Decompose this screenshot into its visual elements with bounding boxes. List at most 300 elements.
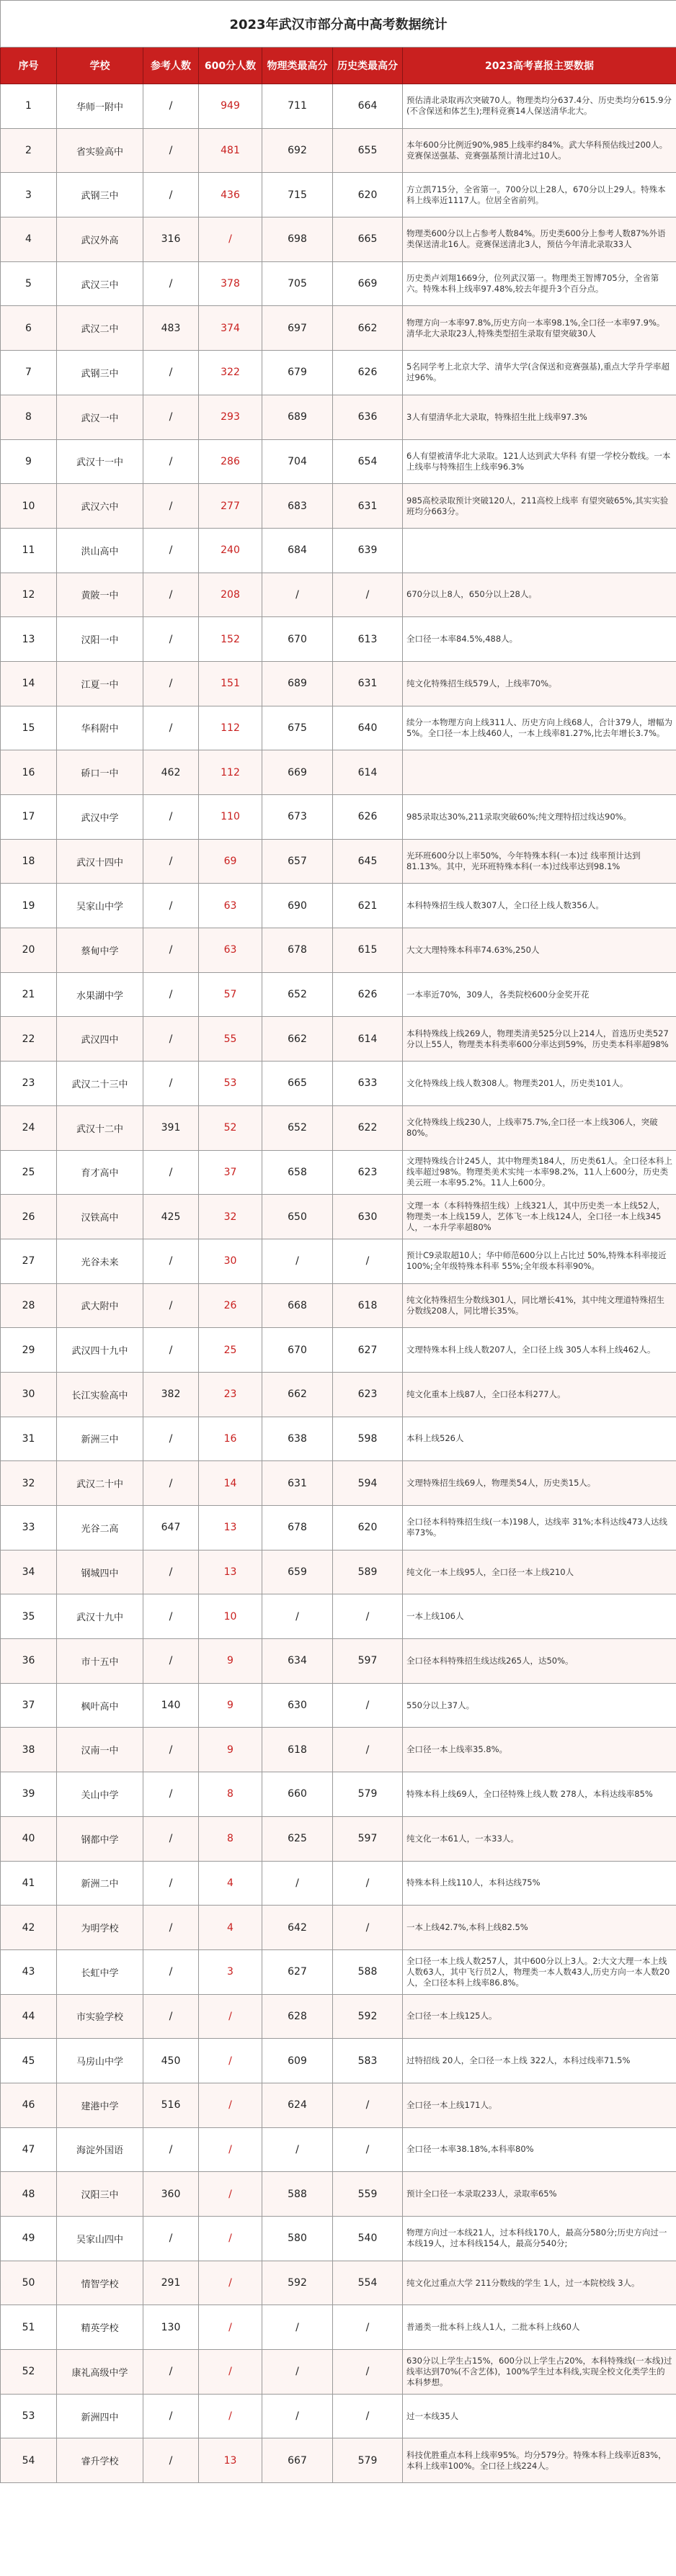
physics-max-cell: 650 [262,1195,333,1239]
school-cell: 睿升学校 [57,2438,143,2483]
notes-cell: 本年600分比例近90%,985上线率约84%。武大华科预估线过200人。竞赛保送强基、竞赛强基预计清北过10人。 [403,128,676,173]
count600-cell: 3 [199,1949,262,1994]
physics-max-cell: 638 [262,1417,333,1461]
school-cell: 建港中学 [57,2083,143,2127]
participants-cell: 360 [143,2172,199,2217]
table-row [1,395,676,439]
participants-cell: 516 [143,2083,199,2127]
table-row [1,2083,676,2127]
physics-max-cell: 665 [262,1062,333,1106]
rank-cell: 18 [1,839,57,884]
physics-max-cell: 705 [262,261,333,306]
notes-cell: 续分一本物理方向上线311人、历史方向上线68人，合计379人，增幅为5%。全口径一本上线460人，一本上线率81.27%,比去年增长3.7%。 [403,706,676,750]
participants-cell: / [143,2217,199,2261]
physics-max-cell: / [262,2394,333,2438]
physics-max-cell: 624 [262,2083,333,2127]
notes-cell [403,750,676,795]
count600-cell: 949 [199,84,262,129]
header-history-max: 历史类最高分 [333,48,403,84]
physics-max-cell: 704 [262,439,333,484]
participants-cell: / [143,1994,199,2039]
school-cell: 华科附中 [57,706,143,750]
history-max-cell: 583 [333,2039,403,2083]
participants-cell: / [143,2438,199,2483]
count600-cell: 25 [199,1328,262,1373]
notes-cell: 光环班600分以上率50%，今年特殊本科(一本)过 线率预计达到81.13%。其中，光环班特殊本科(一本)过线率达到98.1% [403,839,676,884]
notes-cell: 纯文化重本上线87人，全口径本科277人。 [403,1372,676,1417]
rank-cell: 46 [1,2083,57,2127]
history-max-cell: 620 [333,1506,403,1550]
header-physics-max: 物理类最高分 [262,48,333,84]
physics-max-cell: 634 [262,1639,333,1684]
school-cell: 市实验学校 [57,1994,143,2039]
school-cell: 马房山中学 [57,2039,143,2083]
history-max-cell: 588 [333,1949,403,1994]
history-max-cell: 559 [333,2172,403,2217]
participants-cell: / [143,1550,199,1594]
history-max-cell: / [333,1728,403,1772]
participants-cell: / [143,439,199,484]
history-max-cell: 669 [333,261,403,306]
history-max-cell: 597 [333,1816,403,1861]
physics-max-cell: 667 [262,2438,333,2483]
table-row [1,261,676,306]
history-max-cell: 636 [333,395,403,439]
school-cell: 华师一附中 [57,84,143,129]
physics-max-cell: 689 [262,395,333,439]
school-cell: 武汉二十中 [57,1461,143,1506]
participants-cell: / [143,706,199,750]
rank-cell: 36 [1,1639,57,1684]
table-row [1,439,676,484]
notes-cell: 历史类卢刘翔1669分，位列武汉第一。物理类王智博705分，全省第六。特殊本科上线率97.48%,较去年提升3个百分点。 [403,261,676,306]
count600-cell: 9 [199,1683,262,1728]
participants-cell: / [143,795,199,840]
rank-cell: 54 [1,2438,57,2483]
table-row [1,1372,676,1417]
table-row [1,2261,676,2305]
school-cell: 长虹中学 [57,1949,143,1994]
count600-cell: 13 [199,1506,262,1550]
physics-max-cell: 670 [262,617,333,662]
rank-cell: 27 [1,1239,57,1283]
table-row [1,1550,676,1594]
school-cell: 武大附中 [57,1283,143,1328]
table-row [1,1906,676,1950]
participants-cell: / [143,972,199,1017]
notes-cell: 全口径一本率84.5%,488人。 [403,617,676,662]
physics-max-cell: 697 [262,306,333,351]
rank-cell: 43 [1,1949,57,1994]
count600-cell: 152 [199,617,262,662]
history-max-cell: 579 [333,2438,403,2483]
school-cell: 武汉中学 [57,795,143,840]
history-max-cell: 620 [333,173,403,217]
rank-cell: 28 [1,1283,57,1328]
physics-max-cell: 660 [262,1772,333,1817]
participants-cell: / [143,2394,199,2438]
school-cell: 洪山高中 [57,528,143,573]
participants-cell: / [143,1283,199,1328]
table-row [1,795,676,840]
rank-cell: 24 [1,1105,57,1150]
notes-cell: 纯文化过重点大学 211分数线的学生 1人，过一本院校线 3人。 [403,2261,676,2305]
physics-max-cell: 642 [262,1906,333,1950]
school-cell: 汉铁高中 [57,1195,143,1239]
rank-cell: 2 [1,128,57,173]
school-cell: 武汉外高 [57,217,143,262]
rank-cell: 14 [1,661,57,706]
history-max-cell: 598 [333,1417,403,1461]
rank-cell: 20 [1,928,57,973]
school-cell: 育才高中 [57,1150,143,1195]
school-cell: 光谷未来 [57,1239,143,1283]
school-cell: 新洲三中 [57,1417,143,1461]
participants-cell: / [143,839,199,884]
title-row [1,1,676,48]
participants-cell: / [143,1816,199,1861]
physics-max-cell: 652 [262,972,333,1017]
physics-max-cell: 628 [262,1994,333,2039]
rank-cell: 7 [1,351,57,395]
participants-cell: / [143,1772,199,1817]
school-cell: 武汉二十三中 [57,1062,143,1106]
history-max-cell: 654 [333,439,403,484]
school-cell: 武汉二中 [57,306,143,351]
physics-max-cell: 631 [262,1461,333,1506]
header-count600: 600分人数 [199,48,262,84]
participants-cell: / [143,1062,199,1106]
table-row [1,750,676,795]
table-row [1,2394,676,2438]
physics-max-cell: / [262,1594,333,1639]
participants-cell: / [143,2350,199,2395]
participants-cell: 316 [143,217,199,262]
history-max-cell: / [333,573,403,617]
history-max-cell: 664 [333,84,403,129]
school-cell: 武钢三中 [57,173,143,217]
physics-max-cell: 657 [262,839,333,884]
school-cell: 蔡甸中学 [57,928,143,973]
count600-cell: 481 [199,128,262,173]
history-max-cell: 613 [333,617,403,662]
physics-max-cell: / [262,2305,333,2350]
history-max-cell: 631 [333,661,403,706]
history-max-cell: 623 [333,1150,403,1195]
physics-max-cell: 630 [262,1683,333,1728]
school-cell: 关山中学 [57,1772,143,1817]
count600-cell: 322 [199,351,262,395]
rank-cell: 45 [1,2039,57,2083]
count600-cell: / [199,2217,262,2261]
history-max-cell: 627 [333,1328,403,1373]
table-row [1,217,676,262]
count600-cell: / [199,2039,262,2083]
physics-max-cell: 658 [262,1150,333,1195]
notes-cell: 6人有望被清华北大录取。121人达到武大华科 有望一学校分数线。一本上线率与特殊招生上线率96.3% [403,439,676,484]
rank-cell: 6 [1,306,57,351]
rank-cell: 38 [1,1728,57,1772]
physics-max-cell: 715 [262,173,333,217]
rank-cell: 13 [1,617,57,662]
count600-cell: 9 [199,1728,262,1772]
physics-max-cell: 669 [262,750,333,795]
table-row [1,1239,676,1283]
table-row [1,128,676,173]
school-cell: 黄陂一中 [57,573,143,617]
notes-cell: 文理特殊线合计245人，其中物理类184人，历史类61人。全口径本科上线率超过98%。物理类美术实纯一本率98.2%，11人上600分，历史类美云班一本率95.2%。11人上600分。 [403,1150,676,1195]
count600-cell: 32 [199,1195,262,1239]
physics-max-cell: 692 [262,128,333,173]
count600-cell: 110 [199,795,262,840]
notes-cell: 本科特殊线上线269人，物理类清美525分以上214人，首选历史类527分以上55人，物理类本科类率600分率达到59%，历史类本科率超98% [403,1017,676,1062]
count600-cell: / [199,2350,262,2395]
history-max-cell: 592 [333,1994,403,2039]
notes-cell: 过特招线 20人，全口径一本上线 322人，本科过线率71.5% [403,2039,676,2083]
participants-cell: / [143,528,199,573]
history-max-cell: 594 [333,1461,403,1506]
participants-cell: 425 [143,1195,199,1239]
count600-cell: 69 [199,839,262,884]
participants-cell: 140 [143,1683,199,1728]
participants-cell: / [143,617,199,662]
notes-cell: 科技优胜重点本科上线率95%。均分579分。特殊本科上线率近83%，本科上线率100%。全口径上线224人。 [403,2438,676,2483]
count600-cell: 9 [199,1639,262,1684]
count600-cell: / [199,2083,262,2127]
school-cell: 武汉一中 [57,395,143,439]
rank-cell: 41 [1,1861,57,1906]
count600-cell: / [199,2172,262,2217]
school-cell: 为明学校 [57,1906,143,1950]
table-row [1,1772,676,1817]
table-row [1,573,676,617]
count600-cell: 378 [199,261,262,306]
participants-cell: / [143,1949,199,1994]
notes-cell: 特殊本科上线69人，全口径特殊上线人数 278人，本科达线率85% [403,1772,676,1817]
rank-cell: 30 [1,1372,57,1417]
participants-cell: / [143,1328,199,1373]
school-cell: 武汉四十九中 [57,1328,143,1373]
rank-cell: 16 [1,750,57,795]
participants-cell: / [143,84,199,129]
notes-cell: 全口径一本上线率35.8%。 [403,1728,676,1772]
history-max-cell: 645 [333,839,403,884]
participants-cell: 382 [143,1372,199,1417]
school-cell: 汉阳三中 [57,2172,143,2217]
table-row [1,351,676,395]
table-row [1,2217,676,2261]
school-cell: 武汉四中 [57,1017,143,1062]
participants-cell: / [143,1239,199,1283]
count600-cell: 8 [199,1772,262,1817]
count600-cell: 13 [199,2438,262,2483]
physics-max-cell: 609 [262,2039,333,2083]
count600-cell: 4 [199,1861,262,1906]
notes-cell: 全口径一本率38.18%,本科率80% [403,2127,676,2172]
participants-cell: / [143,573,199,617]
history-max-cell: / [333,1594,403,1639]
participants-cell: / [143,1417,199,1461]
table-row [1,1150,676,1195]
history-max-cell: / [333,2083,403,2127]
rank-cell: 21 [1,972,57,1017]
notes-cell: 预估清北录取再次突破70人。物理类均分637.4分、历史类均分615.9分(不含保送和体艺生);理科竞赛14人保送清华北大。 [403,84,676,129]
school-cell: 武钢三中 [57,351,143,395]
participants-cell: / [143,661,199,706]
header-school: 学校 [57,48,143,84]
participants-cell: 647 [143,1506,199,1550]
history-max-cell: / [333,1861,403,1906]
history-max-cell: 639 [333,528,403,573]
table-row [1,1949,676,1994]
school-cell: 钢都中学 [57,1816,143,1861]
physics-max-cell: 592 [262,2261,333,2305]
notes-cell: 985高校录取预计突破120人，211高校上线率 有望突破65%,其实实验班均分663分。 [403,484,676,529]
table-row [1,2438,676,2483]
history-max-cell: 614 [333,1017,403,1062]
school-cell: 吴家山中学 [57,884,143,928]
notes-cell: 纯文化特殊招生线579人，上线率70%。 [403,661,676,706]
notes-cell: 全口径一本上线171人。 [403,2083,676,2127]
history-max-cell: 554 [333,2261,403,2305]
school-cell: 吴家山四中 [57,2217,143,2261]
history-max-cell: 631 [333,484,403,529]
physics-max-cell: 678 [262,1506,333,1550]
count600-cell: 14 [199,1461,262,1506]
participants-cell: / [143,351,199,395]
school-cell: 省实验高中 [57,128,143,173]
school-cell: 长江实验高中 [57,1372,143,1417]
table-row [1,84,676,129]
rank-cell: 53 [1,2394,57,2438]
rank-cell: 33 [1,1506,57,1550]
physics-max-cell: 698 [262,217,333,262]
table-row [1,1816,676,1861]
participants-cell: / [143,1861,199,1906]
count600-cell: 26 [199,1283,262,1328]
history-max-cell: / [333,2305,403,2350]
rank-cell: 31 [1,1417,57,1461]
history-max-cell: 626 [333,972,403,1017]
participants-cell: 130 [143,2305,199,2350]
participants-cell: 450 [143,2039,199,2083]
count600-cell: 63 [199,928,262,973]
rank-cell: 22 [1,1017,57,1062]
history-max-cell: / [333,2127,403,2172]
notes-cell: 5名同学考上北京大学、清华大学(含保送和竞赛强基),重点大学升学率超过96%。 [403,351,676,395]
history-max-cell: / [333,1239,403,1283]
physics-max-cell: 684 [262,528,333,573]
participants-cell: / [143,128,199,173]
table-row [1,2127,676,2172]
participants-cell: / [143,1594,199,1639]
physics-max-cell: 690 [262,884,333,928]
table-row [1,1594,676,1639]
history-max-cell: / [333,1906,403,1950]
count600-cell: 23 [199,1372,262,1417]
table-row [1,1195,676,1239]
notes-cell: 630分以上学生占15%，600分以上学生占20%，本科特殊线(一本线)过线率达到70%(不含艺体)，100%学生过本科线,实现全校文化类学生的本科梦想。 [403,2350,676,2395]
school-cell: 武汉六中 [57,484,143,529]
participants-cell: / [143,2127,199,2172]
participants-cell: / [143,484,199,529]
count600-cell: 436 [199,173,262,217]
rank-cell: 32 [1,1461,57,1506]
notes-cell: 文理一本（本科特殊招生线）上线321人，其中历史类一本上线52人，物理类一本上线159人，艺体飞一本上线124人，全口径一本上线345人，一本升学率超80% [403,1195,676,1239]
notes-cell: 全口径一本上线125人。 [403,1994,676,2039]
rank-cell: 52 [1,2350,57,2395]
rank-cell: 42 [1,1906,57,1950]
rank-cell: 8 [1,395,57,439]
count600-cell: / [199,2305,262,2350]
history-max-cell: 626 [333,351,403,395]
rank-cell: 19 [1,884,57,928]
physics-max-cell: 588 [262,2172,333,2217]
participants-cell: / [143,1728,199,1772]
notes-cell: 预计C9录取超10人；华中师范600分以上占比过 50%,特殊本科率接近100%;全年级特殊本科率 55%;全年级本科率90%。 [403,1239,676,1283]
notes-cell: 过一本线35人 [403,2394,676,2438]
rank-cell: 15 [1,706,57,750]
rank-cell: 34 [1,1550,57,1594]
physics-max-cell: 679 [262,351,333,395]
page-title: 2023年武汉市部分高中高考数据统计 [1,1,676,48]
rank-cell: 48 [1,2172,57,2217]
history-max-cell: 662 [333,306,403,351]
history-max-cell: 640 [333,706,403,750]
rank-cell: 51 [1,2305,57,2350]
rank-cell: 1 [1,84,57,129]
physics-max-cell: 668 [262,1283,333,1328]
table-row [1,1683,676,1728]
table-row [1,928,676,973]
table-row [1,661,676,706]
count600-cell: 13 [199,1550,262,1594]
history-max-cell: 618 [333,1283,403,1328]
table-row [1,706,676,750]
table-row [1,617,676,662]
rank-cell: 9 [1,439,57,484]
physics-max-cell: 580 [262,2217,333,2261]
count600-cell: 112 [199,750,262,795]
notes-cell: 大文大理特殊本科率74.63%,250人 [403,928,676,973]
table-row [1,1728,676,1772]
history-max-cell: / [333,2350,403,2395]
physics-max-cell: / [262,2350,333,2395]
physics-max-cell: 683 [262,484,333,529]
rank-cell: 12 [1,573,57,617]
physics-max-cell: 678 [262,928,333,973]
notes-cell: 纯文化特殊招生分数线301人，同比增长41%，其中纯文理道特殊招生分数线208人，同比增长35%。 [403,1283,676,1328]
notes-cell: 一本率近70%，309人，各类院校600分金奖开花 [403,972,676,1017]
school-cell: 新洲二中 [57,1861,143,1906]
school-cell: 武汉十一中 [57,439,143,484]
physics-max-cell: 662 [262,1017,333,1062]
notes-cell: 一本上线106人 [403,1594,676,1639]
notes-cell: 物理方向过一本线21人，过本科线170人，最高分580分;历史方向过一本线19人，过本科线154人，最高分540分; [403,2217,676,2261]
school-cell: 硚口一中 [57,750,143,795]
participants-cell: / [143,261,199,306]
participants-cell: 483 [143,306,199,351]
history-max-cell: 623 [333,1372,403,1417]
notes-cell: 预计全口径一本录取233人，录取率65% [403,2172,676,2217]
rank-cell: 4 [1,217,57,262]
table-row [1,1062,676,1106]
school-cell: 康礼高级中学 [57,2350,143,2395]
table-row [1,1105,676,1150]
count600-cell: 57 [199,972,262,1017]
physics-max-cell: 711 [262,84,333,129]
physics-max-cell: 670 [262,1328,333,1373]
